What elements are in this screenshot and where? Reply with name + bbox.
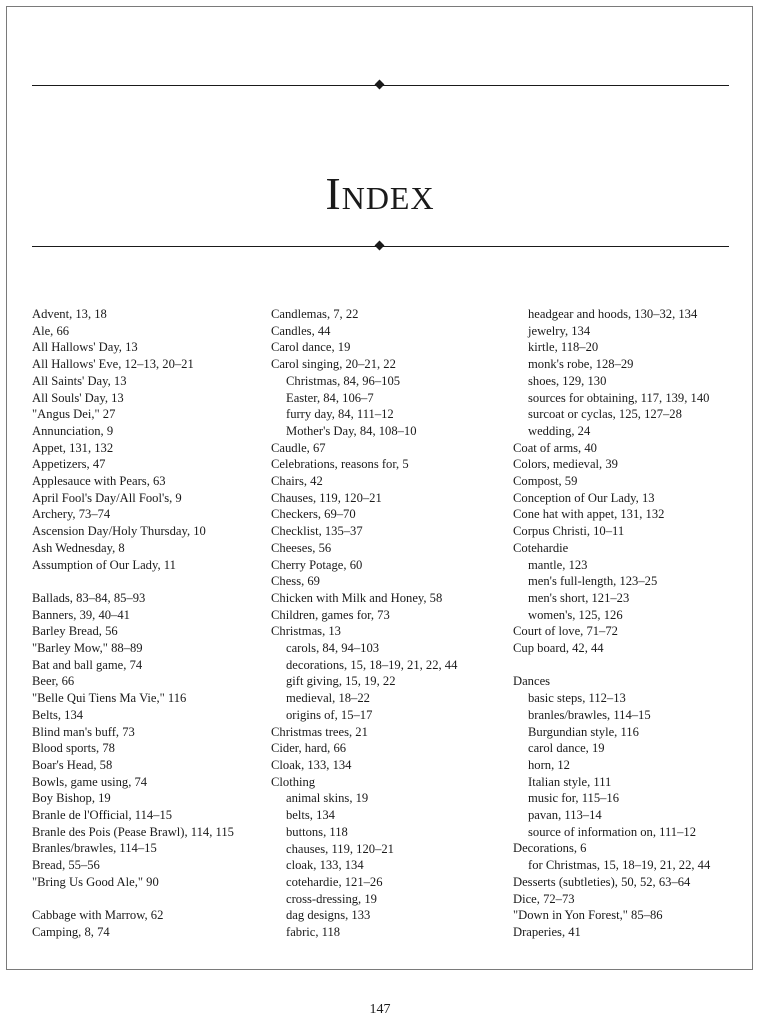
index-entry: "Bring Us Good Ale," 90 — [32, 874, 159, 889]
index-entry: Branle de l'Official, 114–15 — [32, 808, 173, 823]
index-entry: Christmas, 13 — [271, 624, 341, 639]
index-entry: Bat and ball game, 74 — [32, 657, 143, 672]
index-entry: Desserts (subtleties), 50, 52, 63–64 — [513, 874, 691, 889]
index-entry: Cloak, 133, 134 — [271, 757, 352, 772]
entry-spacer — [32, 573, 264, 590]
index-entry: Decorations, 6 — [513, 841, 587, 856]
index-entry: Checklist, 135–37 — [271, 524, 363, 539]
index-entry: Compost, 59 — [513, 474, 578, 489]
index-entry: Boar's Head, 58 — [32, 757, 113, 772]
index-entry: Carol dance, 19 — [271, 340, 351, 355]
index-subentry: cloak, 133, 134 — [286, 858, 364, 873]
index-subentry: carol dance, 19 — [528, 741, 605, 756]
index-subentry: Christmas, 84, 96–105 — [286, 373, 401, 388]
index-entry: Court of love, 71–72 — [513, 624, 618, 639]
index-entry: Bread, 55–56 — [32, 858, 100, 873]
index-entry: All Saints' Day, 13 — [32, 373, 127, 388]
page-number: 147 — [369, 1002, 391, 1017]
index-subentry: shoes, 129, 130 — [528, 373, 607, 388]
index-entry: All Hallows' Eve, 12–13, 20–21 — [32, 357, 194, 372]
index-column-3 — [513, 306, 745, 941]
index-entry: Annunciation, 9 — [32, 423, 114, 438]
index-subentry: basic steps, 112–13 — [528, 691, 626, 706]
index-entry: Celebrations, reasons for, 5 — [271, 457, 409, 472]
index-subentry: cross-dressing, 19 — [286, 891, 377, 906]
index-entry: Blood sports, 78 — [32, 741, 115, 756]
index-subentry: wedding, 24 — [528, 423, 591, 438]
index-entry: Christmas trees, 21 — [271, 724, 368, 739]
index-entry: "Down in Yon Forest," 85–86 — [513, 908, 663, 923]
page-title: Index — [325, 167, 435, 219]
index-subentry: fabric, 118 — [286, 925, 341, 940]
index-subentry: Italian style, 111 — [528, 774, 612, 789]
index-subentry: decorations, 15, 18–19, 21, 22, 44 — [286, 657, 458, 672]
index-entry: Ale, 66 — [32, 323, 70, 338]
entry-spacer — [513, 657, 745, 674]
index-subentry: for Christmas, 15, 18–19, 21, 22, 44 — [528, 858, 711, 873]
index-subentry: women's, 125, 126 — [528, 607, 623, 622]
index-entry: Cider, hard, 66 — [271, 741, 347, 756]
index-entry: Checkers, 69–70 — [271, 507, 356, 522]
index-entry: Applesauce with Pears, 63 — [32, 474, 166, 489]
index-subentry: mantle, 123 — [528, 557, 588, 572]
index-entry: Blind man's buff, 73 — [32, 724, 135, 739]
index-entry: Candles, 44 — [271, 323, 331, 338]
index-entry: Boy Bishop, 19 — [32, 791, 111, 806]
index-subentry: Easter, 84, 106–7 — [286, 390, 374, 405]
index-entry: Dice, 72–73 — [513, 891, 575, 906]
index-subentry: music for, 115–16 — [528, 791, 620, 806]
index-subentry: surcoat or cyclas, 125, 127–28 — [528, 407, 682, 422]
entry-spacer — [32, 891, 264, 908]
index-entry: Carol singing, 20–21, 22 — [271, 357, 396, 372]
index-subentry: horn, 12 — [528, 757, 570, 772]
index-subentry: gift giving, 15, 19, 22 — [286, 674, 396, 689]
index-entry: Assumption of Our Lady, 11 — [32, 557, 176, 572]
index-entry: Children, games for, 73 — [271, 607, 390, 622]
index-subentry: kirtle, 118–20 — [528, 340, 599, 355]
index-entry: Belts, 134 — [32, 707, 84, 722]
index-subentry: source of information on, 111–12 — [528, 824, 696, 839]
index-subentry: origins of, 15–17 — [286, 707, 373, 722]
index-subentry: chauses, 119, 120–21 — [286, 841, 394, 856]
index-entry: "Barley Mow," 88–89 — [32, 641, 143, 656]
index-entry: Archery, 73–74 — [32, 507, 111, 522]
index-subentry: dag designs, 133 — [286, 908, 371, 923]
index-entry: Camping, 8, 74 — [32, 924, 110, 939]
index-entry: Ash Wednesday, 8 — [32, 540, 125, 555]
index-subentry: headgear and hoods, 130–32, 134 — [528, 307, 698, 321]
index-entry: Corpus Christi, 10–11 — [513, 524, 625, 539]
index-entry: Ballads, 83–84, 85–93 — [32, 590, 146, 605]
index-subentry: men's short, 121–23 — [528, 590, 630, 605]
index-entry: Branle des Pois (Pease Brawl), 114, 115 — [32, 824, 234, 839]
index-subentry: pavan, 113–14 — [528, 808, 602, 823]
index-entry: Appet, 131, 132 — [32, 440, 114, 455]
index-entry: Ascension Day/Holy Thursday, 10 — [32, 524, 206, 539]
index-entry: Appetizers, 47 — [32, 457, 106, 472]
index-entry: Chauses, 119, 120–21 — [271, 490, 382, 505]
index-subentry: cotehardie, 121–26 — [286, 874, 383, 889]
index-subentry: monk's robe, 128–29 — [528, 357, 634, 372]
index-subentry: jewelry, 134 — [528, 323, 591, 338]
index-entry: Chicken with Milk and Honey, 58 — [271, 590, 443, 605]
index-column-1 — [32, 306, 264, 941]
index-entry: Colors, medieval, 39 — [513, 457, 618, 472]
index-entry: Cheeses, 56 — [271, 540, 332, 555]
index-entry: All Hallows' Day, 13 — [32, 340, 138, 355]
index-entry: April Fool's Day/All Fool's, 9 — [32, 490, 182, 505]
index-entry: Advent, 13, 18 — [32, 307, 107, 321]
index-subentry: carols, 84, 94–103 — [286, 641, 380, 656]
index-entry: Coat of arms, 40 — [513, 440, 597, 455]
index-entry: Branles/brawles, 114–15 — [32, 841, 157, 856]
index-subentry: medieval, 18–22 — [286, 691, 370, 706]
index-entry: Cabbage with Marrow, 62 — [32, 908, 164, 923]
index-entry: Conception of Our Lady, 13 — [513, 490, 655, 505]
index-entry: Dances — [513, 674, 551, 689]
index-entry: Caudle, 67 — [271, 440, 326, 455]
index-subentry: branles/brawles, 114–15 — [528, 707, 651, 722]
index-subentry: animal skins, 19 — [286, 791, 369, 806]
index-subentry: buttons, 118 — [286, 824, 348, 839]
index-column-2 — [271, 306, 503, 941]
index-entry: Draperies, 41 — [513, 925, 581, 939]
index-entry: Clothing — [271, 774, 316, 789]
index-entry: Cup board, 42, 44 — [513, 641, 604, 656]
index-entry: All Souls' Day, 13 — [32, 390, 124, 405]
index-subentry: Burgundian style, 116 — [528, 724, 639, 739]
index-entry: "Angus Dei," 27 — [32, 407, 116, 422]
index-entry: Bowls, game using, 74 — [32, 774, 148, 789]
index-subentry: men's full-length, 123–25 — [528, 574, 658, 589]
index-entry: Chess, 69 — [271, 574, 320, 589]
index-entry: Cotehardie — [513, 540, 569, 555]
index-entry: Chairs, 42 — [271, 474, 323, 489]
index-entry: Cone hat with appet, 131, 132 — [513, 507, 665, 522]
index-subentry: Mother's Day, 84, 108–10 — [286, 423, 417, 438]
index-entry: Beer, 66 — [32, 674, 75, 689]
index-entry: Barley Bread, 56 — [32, 624, 118, 639]
index-entry: "Belle Qui Tiens Ma Vie," 116 — [32, 691, 187, 706]
index-entry: Candlemas, 7, 22 — [271, 307, 359, 321]
index-entry: Cherry Potage, 60 — [271, 557, 363, 572]
index-subentry: sources for obtaining, 117, 139, 140 — [528, 390, 710, 405]
index-subentry: furry day, 84, 111–12 — [286, 407, 394, 422]
index-entry: Banners, 39, 40–41 — [32, 607, 130, 622]
index-subentry: belts, 134 — [286, 808, 335, 823]
